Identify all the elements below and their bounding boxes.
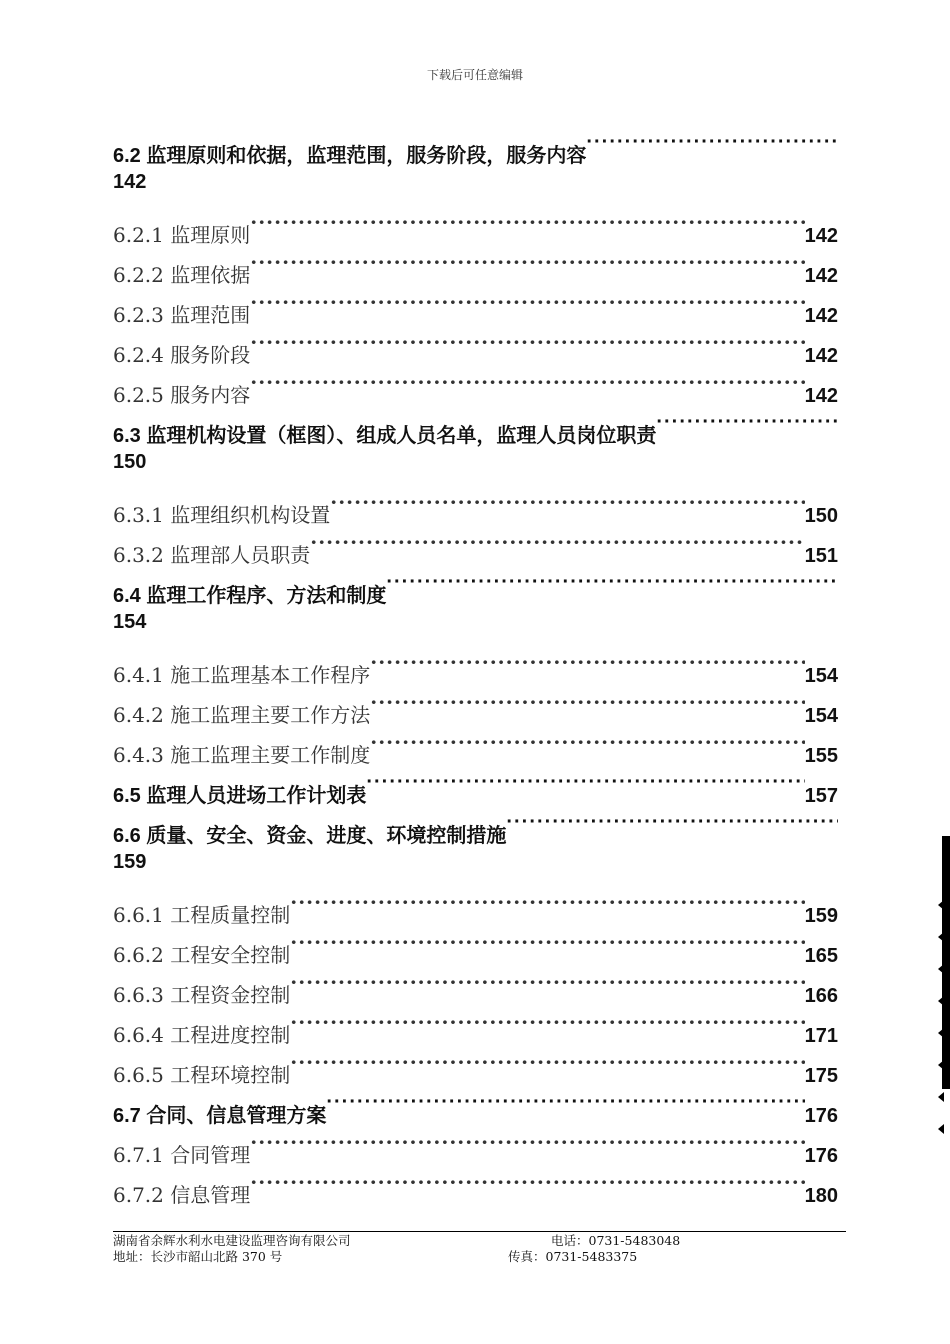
toc-dot-leader — [386, 562, 838, 602]
toc-entry-page: 166 — [804, 985, 838, 1007]
toc-section-entry[interactable] — [113, 122, 838, 167]
toc-entry-page: 154 — [804, 705, 838, 727]
toc-dot-leader — [370, 722, 804, 762]
toc-entry-page: 157 — [804, 785, 838, 807]
toc-dot-leader — [250, 242, 804, 282]
toc-dot-leader — [506, 802, 838, 842]
toc-entry-page: 142 — [804, 265, 838, 287]
toc-entry-page: 142 — [804, 305, 838, 327]
toc-entry-label: 6.7.2 信息管理 — [113, 1183, 251, 1207]
toc-dot-leader — [370, 682, 804, 722]
toc-entry-page: 165 — [804, 945, 838, 967]
toc-wrapped-page-number: 159 — [113, 851, 147, 873]
toc-entry-page: 155 — [804, 745, 838, 767]
toc-dot-leader — [370, 642, 804, 682]
toc-entry-page: 154 — [804, 665, 838, 687]
toc-dot-leader — [290, 1002, 804, 1042]
page-header: 下载后可任意编辑 — [426, 68, 523, 82]
toc-entry-page: 150 — [804, 505, 838, 527]
toc-dot-leader — [250, 202, 804, 242]
footer-fax: 传真：0731-5483375 — [508, 1249, 638, 1264]
toc-entry-label: 6.7.1 合同管理 — [113, 1143, 251, 1167]
toc-dot-leader — [250, 282, 804, 322]
toc-entry-label: 6.2.2 监理依据 — [113, 263, 251, 287]
toc-wrapped-page-number: 154 — [113, 611, 147, 633]
toc-dot-leader — [326, 1082, 804, 1122]
toc-entry-page: 159 — [804, 905, 838, 927]
toc-entry-label: 6.4.1 施工监理基本工作程序 — [113, 663, 371, 687]
toc-entry-label: 6.2 监理原则和依据，监理范围，服务阶段，服务内容 — [113, 145, 587, 167]
table-of-contents — [113, 122, 838, 1207]
footer-phone: 电话：0731-5483048 — [551, 1233, 681, 1248]
toc-entry-page: 142 — [804, 225, 838, 247]
toc-dot-leader — [250, 1162, 804, 1202]
footer-company: 湖南省余辉水利水电建设监理咨询有限公司 — [113, 1233, 351, 1248]
toc-subsection-entry[interactable] — [113, 482, 838, 527]
toc-wrapped-page-number: 150 — [113, 451, 147, 473]
toc-dot-leader — [366, 762, 804, 802]
toc-entry-label: 6.3 监理机构设置（框图）、组成人员名单，监理人员岗位职责 — [113, 425, 657, 447]
toc-entry-label: 6.6.3 工程资金控制 — [113, 983, 291, 1007]
toc-dot-leader — [290, 922, 804, 962]
toc-entry-label: 6.4 监理工作程序、方法和制度 — [113, 585, 387, 607]
toc-entry-label: 6.6.4 工程进度控制 — [113, 1023, 291, 1047]
toc-entry-label: 6.2.1 监理原则 — [113, 223, 251, 247]
toc-dot-leader — [290, 962, 804, 1002]
footer-address: 地址：长沙市韶山北路 370 号 — [113, 1249, 283, 1264]
page-footer — [113, 1233, 846, 1265]
toc-dot-leader — [310, 522, 804, 562]
toc-entry-page: 176 — [804, 1105, 838, 1127]
toc-dot-leader — [250, 1122, 804, 1162]
toc-entry-label: 6.6 质量、安全、资金、进度、环境控制措施 — [113, 825, 507, 847]
toc-entry-label: 6.2.4 服务阶段 — [113, 343, 251, 367]
toc-dot-leader — [656, 402, 838, 442]
toc-entry-page: 180 — [804, 1185, 838, 1207]
toc-dot-leader — [290, 1042, 804, 1082]
toc-entry-label: 6.6.2 工程安全控制 — [113, 943, 291, 967]
toc-entry-page: 142 — [804, 385, 838, 407]
toc-entry-label: 6.5 监理人员进场工作计划表 — [113, 785, 367, 807]
toc-entry-page: 151 — [804, 545, 838, 567]
toc-entry-page: 176 — [804, 1145, 838, 1167]
toc-entry-label: 6.7 合同、信息管理方案 — [113, 1105, 327, 1127]
toc-subsection-entry[interactable] — [113, 202, 838, 247]
toc-entry-label: 6.6.1 工程质量控制 — [113, 903, 291, 927]
toc-entry-label: 6.4.2 施工监理主要工作方法 — [113, 703, 371, 727]
toc-dot-leader — [250, 362, 804, 402]
toc-dot-leader — [586, 122, 838, 162]
toc-entry-page: 175 — [804, 1065, 838, 1087]
toc-entry-label: 6.6.5 工程环境控制 — [113, 1063, 291, 1087]
toc-dot-leader — [250, 322, 804, 362]
toc-entry-label: 6.3.1 监理组织机构设置 — [113, 503, 331, 527]
toc-entry-label: 6.4.3 施工监理主要工作制度 — [113, 743, 371, 767]
toc-entry-page: 171 — [804, 1025, 838, 1047]
toc-dot-leader — [330, 482, 804, 522]
toc-entry-label: 6.2.3 监理范围 — [113, 303, 251, 327]
toc-entry-label: 6.2.5 服务内容 — [113, 383, 251, 407]
toc-subsection-entry[interactable] — [113, 642, 838, 687]
footer-divider — [113, 1231, 846, 1232]
toc-entry-label: 6.3.2 监理部人员职责 — [113, 543, 311, 567]
toc-wrapped-page-number: 142 — [113, 171, 147, 193]
toc-subsection-entry[interactable] — [113, 882, 838, 927]
toc-entry-page: 142 — [804, 345, 838, 367]
toc-dot-leader — [290, 882, 804, 922]
page-edge-ticks — [938, 900, 944, 1156]
